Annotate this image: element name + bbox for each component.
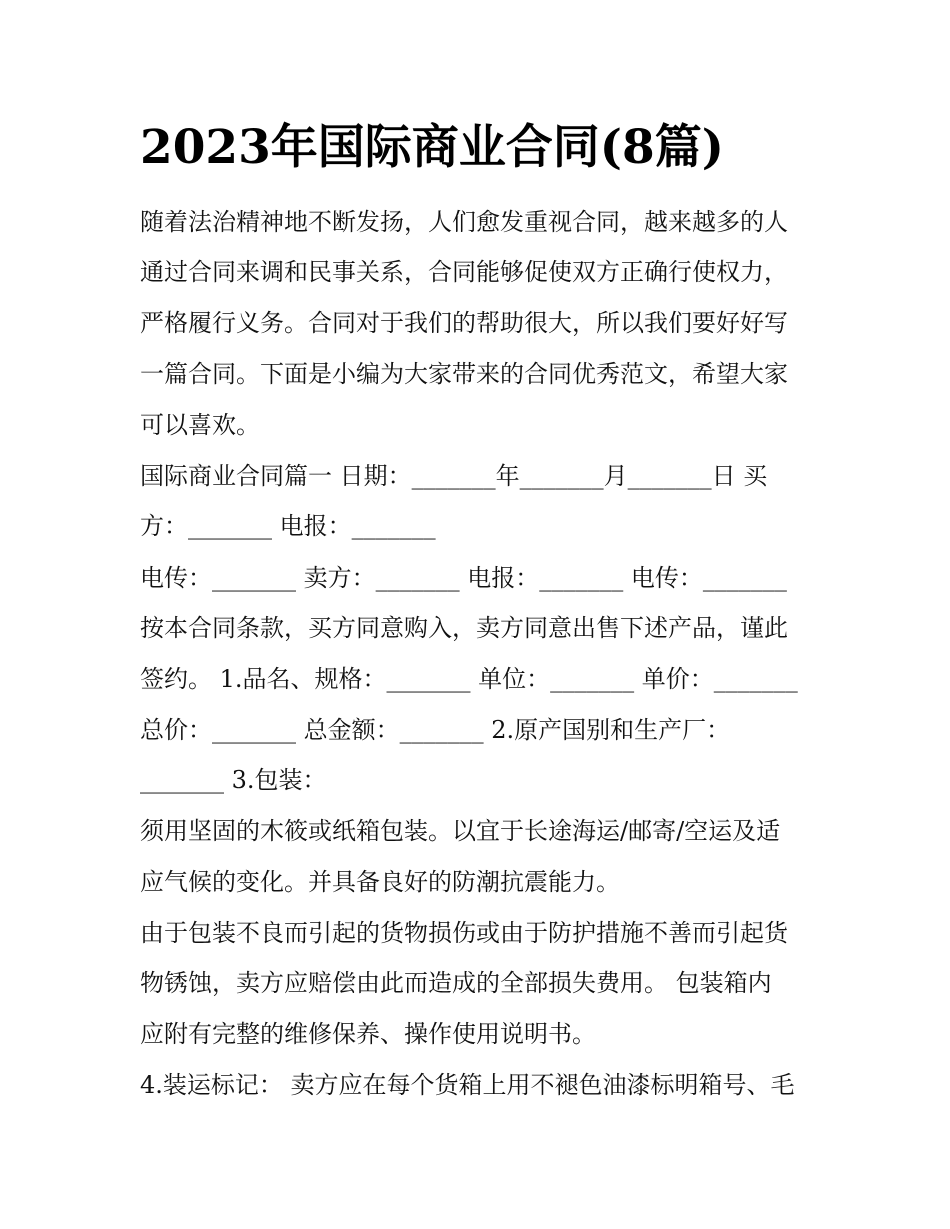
paragraph-line: 应气候的变化。并具备良好的防潮抗震能力。 <box>140 868 620 896</box>
paragraph-line: 通过合同来调和民事关系，合同能够促使双方正确行使权力， <box>140 258 788 286</box>
paragraph-line: 须用坚固的木筱或纸箱包装。以宜于长途海运/邮寄/空运及适 <box>140 817 781 845</box>
paragraph-line: 总价：_______ 总金额：_______ 2.原产国别和生产厂： <box>140 716 731 744</box>
paragraph-line: 签约。 1.品名、规格：_______ 单位：_______ 单价：_______ <box>140 665 798 693</box>
paragraph-line: 应附有完整的维修保养、操作使用说明书。 <box>140 1020 596 1048</box>
paragraph-line: 国际商业合同篇一 日期：_______年_______月_______日 买 <box>140 462 768 490</box>
paragraph-line: 严格履行义务。合同对于我们的帮助很大，所以我们要好好写 <box>140 309 788 337</box>
paragraph-line: 按本合同条款，买方同意购入，卖方同意出售下述产品，谨此 <box>140 614 788 642</box>
paragraph-line: 电传：_______ 卖方：_______ 电报：_______ 电传：_______ <box>140 564 787 592</box>
paragraph-line: 可以喜欢。 <box>140 411 260 439</box>
document-title: 2023年国际商业合同(8篇) <box>140 120 724 175</box>
paragraph-line: 方：_______ 电报：_______ <box>140 512 436 540</box>
paragraph-line: 4.装运标记： 卖方应在每个货箱上用不褪色油漆标明箱号、毛 <box>140 1071 795 1099</box>
paragraph-line: 一篇合同。下面是小编为大家带来的合同优秀范文，希望大家 <box>140 360 788 388</box>
paragraph-line: 随着法治精神地不断发扬，人们愈发重视合同，越来越多的人 <box>140 208 788 236</box>
paragraph-line: _______ 3.包装： <box>140 766 327 794</box>
paragraph-line: 物锈蚀，卖方应赔偿由此而造成的全部损失费用。 包装箱内 <box>140 969 772 997</box>
paragraph-line: 由于包装不良而引起的货物损伤或由于防护措施不善而引起货 <box>140 919 788 947</box>
